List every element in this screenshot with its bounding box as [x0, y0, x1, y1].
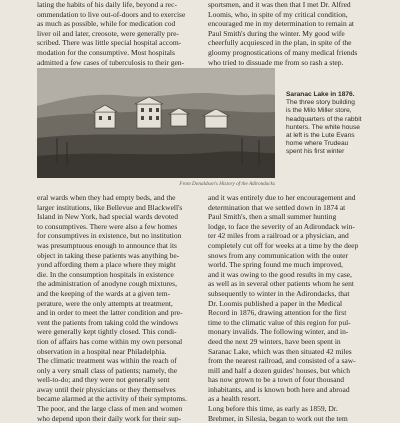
text-line: modation for the consumptive. Most hospitals	[37, 47, 175, 57]
text-line: to consumptives. There were also a few homes	[37, 221, 178, 231]
text-line: only a very small class of patients; namely, the	[37, 365, 178, 375]
text-line: admitted a few cases of tuberculosis to their gen-	[37, 57, 185, 67]
text-line: gloomy prognostications of many medical friends	[208, 47, 358, 57]
caption-title: Saranac Lake in 1876.	[286, 91, 355, 98]
caption-line: headquarters of the rabbit	[286, 115, 362, 123]
text-line: and it was entirely due to her encouragement and	[208, 193, 356, 202]
text-line: ommendation to live out-of-doors and to exercise	[37, 9, 186, 19]
text-line: Record in 1876, drawing attention for the first	[208, 308, 347, 318]
historical-photo	[37, 68, 275, 178]
text-line: Paul Smith's, then a small summer hunting	[208, 212, 337, 222]
photo-illustration	[37, 68, 275, 178]
text-line: completely cut off for weeks at a time by the deep	[208, 240, 359, 250]
text-line: cheerfully acquiesced in the plan, in spite of the	[208, 38, 352, 48]
caption-line: The three story building	[286, 99, 355, 107]
text-line: has now grown to be a town of four thousand	[208, 375, 345, 385]
text-line: became alarmed at the activity of their symptoms.	[37, 394, 187, 404]
text-line: die. In the consumption hospitals in existence	[37, 269, 174, 279]
caption-line: home where Trudeau	[286, 140, 349, 148]
text-line: monary invalids. The following winter, and in-	[208, 327, 349, 337]
text-line: who tried to dissuade me from so rash a step.	[208, 57, 344, 67]
text-line: the administration of anodyne cough mixtures,	[37, 279, 177, 289]
text-line: subsequently to winter in the Adirondacks, that	[208, 288, 350, 298]
text-line: Long before this time, as early as 1859, Dr.	[208, 404, 338, 414]
photo-caption	[286, 91, 364, 157]
text-line: object in taking these patients was anything be-	[37, 250, 180, 260]
text-line: lating the habits of his daily life, beyond a rec-	[37, 0, 177, 9]
left-column-bottom	[37, 193, 193, 423]
text-line: was presumptuous enough to announce that its	[37, 240, 177, 250]
text-line: liver oil and later, creosote, were generally pre-	[37, 28, 179, 38]
text-line: and the keeping of the wards at a given tem-	[37, 288, 171, 298]
photo-credit: From Donaldson's History of the Adirondacks	[179, 181, 275, 187]
text-line: eral wards when they had empty beds, and the	[37, 193, 176, 202]
text-line: The climatic treatment was within the reach of	[37, 356, 177, 366]
text-line: as much as possible, while for medication cod	[37, 19, 176, 29]
caption-line: at left is the Lute Evans	[286, 132, 355, 140]
text-line: Saranac Lake, which was then situated 42 miles	[208, 346, 352, 356]
text-line: Loomis, who, in spite of my critical condition,	[208, 9, 348, 19]
text-line: as well as in several other patients whom he sent	[208, 279, 355, 289]
text-line: larger institutions, like Bellevue and Blackwell's	[37, 202, 183, 212]
text-line: scribed. There was little special hospital accom-	[37, 38, 182, 48]
caption-line: hunters. The white house	[286, 123, 360, 131]
caption-line: spent his first winter	[286, 148, 345, 156]
text-line: The poor, and the large class of men and women	[37, 404, 183, 414]
right-column-bottom	[208, 193, 366, 423]
text-line: and it was owing to the good results in my case,	[208, 269, 352, 279]
text-line: well-to-do; and they were not generally sent	[37, 375, 170, 385]
text-line: tion of affairs has come within my own personal	[37, 336, 183, 346]
text-line: encouraged me in my determination to remain at	[208, 19, 354, 29]
text-line: vent the patients from taking cold the windows	[37, 317, 179, 327]
text-line: sportsmen, and it was then that I met Dr. Alfred	[208, 0, 351, 9]
text-line: were generally kept tightly closed. This condi-	[37, 327, 177, 337]
text-line: as a health resort.	[208, 394, 261, 404]
text-line: observation in a hospital near Philadelphia.	[37, 346, 167, 356]
text-line: perature, were the only attempts at treatment,	[37, 298, 173, 308]
text-line: time to the climatic value of this region for pul-	[208, 317, 351, 327]
text-line: for consumptives in existence, but no institution	[37, 231, 182, 241]
text-line: Island in New York, had special wards devoted	[37, 212, 179, 222]
right-column-top	[208, 0, 365, 67]
text-line: ter 42 miles from a railroad or a physician, and	[208, 231, 349, 241]
text-line: snows from any communication with the outer	[208, 250, 348, 260]
text-line: lodge, to face the severity of an Adirondack win-	[208, 221, 355, 231]
text-line: Brehmer, in Silesia, began to work out the tem	[208, 413, 348, 423]
text-line: Paul Smith's during the winter. My good wife	[208, 28, 345, 38]
text-line: from the nearest railroad, and consisted of a saw-	[208, 356, 356, 366]
left-column-top	[37, 0, 193, 67]
text-line: who depend upon their daily work for their sup-	[37, 413, 182, 423]
text-line: deed the next 29 winters, have been spent in	[208, 336, 341, 346]
text-line: yond affording them a place where they might	[37, 260, 176, 270]
text-line: mill and half a dozen guides' houses, but which	[208, 365, 350, 375]
text-line: world. The spring found me much improved,	[208, 260, 343, 270]
text-line: Dr. Loomis published a paper in the Medical	[208, 298, 343, 308]
text-line: determination that we settled down in 1874 at	[208, 202, 346, 212]
text-line: and in order to meet the latter condition and pre-	[37, 308, 183, 318]
text-line: away until their physicians or they themselves	[37, 384, 176, 394]
caption-line: is the Milo Miller store,	[286, 107, 352, 115]
text-line: inhabitants, and is known both here and abroad	[208, 384, 350, 394]
